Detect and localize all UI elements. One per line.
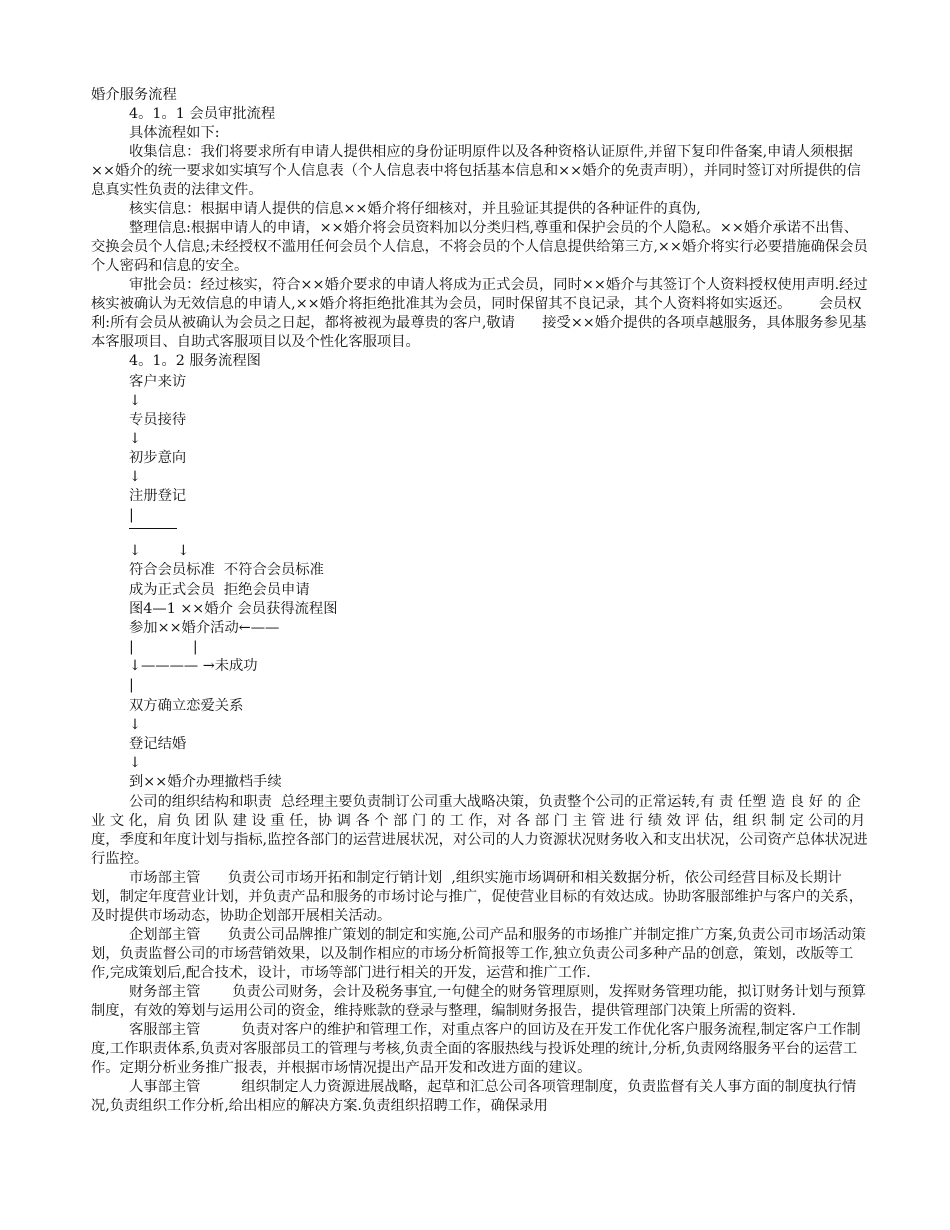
flow-arrow: ↓ (129, 469, 141, 485)
flow-arrow: ↓ (129, 717, 141, 733)
paragraph-service: 客服部主管 负责对客户的维护和管理工作，对重点客户的回访及在开发工作优化客户服务流程,制定客户工作制度,工作职责体系,负责对客服部员工的管理与考核,负责全面的客服热线与投诉处理的统计,分析,负责网络服务平台的运营工作。定期分析业务推广报表，并根据市场情况提出产品开发和改进方面的建议。 (91, 1022, 861, 1076)
figure-caption: 图4—1 ××婚介 会员获得流程图 (129, 601, 338, 617)
flow-step-cancel: 到××婚介办理撤档手续 (129, 774, 282, 790)
flow-step-intent: 初步意向 (129, 450, 187, 466)
flow-connectors: | | (129, 639, 198, 655)
paragraph-verify: 核实信息：根据申请人提供的信息××婚介将仔细核对，并且验证其提供的各种证件的真伪, (129, 201, 701, 217)
paragraph-finance: 财务部主管 负责公司财务，会计及税务事宜,一句健全的财务管理原则，发挥财务管理功能，拟订财务计划与预算制度，有效的筹划与运用公司的资金，维持账款的登录与整理，编制财务报告，提供管理部门决策上所需的资料. (91, 984, 866, 1019)
flow-result: 成为正式会员 拒绝会员申请 (129, 582, 310, 598)
section-heading-approval: 4。1。1 会员审批流程 (129, 106, 276, 122)
paragraph-planning: 企划部主管 负责公司品牌推广策划的制定和实施,公司产品和服务的市场推广并制定推广方案,负责公司市场活动策划，负责监督公司的市场营销效果，以及制作相应的市场分析简报等工作,独立负责公司多种产品的创意，策划，改版等工作,完成策划后,配合技术，设计，市场等部门进行相关的开发，运营和推广工作. (91, 927, 866, 981)
flow-connector: | (129, 677, 134, 693)
flow-step-fail: ↓———— →未成功 (129, 658, 258, 674)
paragraph-structure: 公司的组织结构和职责 总经理主要负责制订公司重大战略决策，负责整个公司的正常运转,有 责 任塑 造 良 好 的 企 业 文 化，肩 负 团 队 建 设 重 任，协 调 各 个 部 门 的 工 作，对 各 部 门 主 管 进 行 绩 效 评 估，组 织 制 定 公司的月度，季度和年度计划与指标,监控各部门的运营进展状况，对公司的人力资源状况财务收入和支出状况，公司资产总体状况进行监控。 (91, 794, 868, 867)
flow-step-visit: 客户来访 (129, 374, 187, 390)
flow-step-reception: 专员接待 (129, 412, 187, 428)
flow-arrow: ↓ (129, 755, 141, 771)
document-page (91, 86, 869, 1116)
paragraph-marketing: 市场部主管 负责公司市场开拓和制定行销计划 ,组织实施市场调研和相关数据分析，依公司经营目标及长期计划，制定年度营业计划，并负责产品和服务的市场讨论与推广，促使营业目标的有效达成。协助客服部维护与客户的关系，及时提供市场动态，协助企划部开展相关活动。 (91, 870, 864, 924)
membership-flowchart (91, 371, 869, 619)
flow-criteria: 符合会员标准 不符合会员标准 (129, 562, 324, 578)
flow-step-relation: 双方确立恋爱关系 (129, 698, 244, 714)
flow-step-marry: 登记结婚 (129, 736, 187, 752)
flow-connector: | (129, 507, 134, 523)
flow-branch-line (129, 528, 177, 529)
flow-arrow: ↓ (129, 393, 141, 409)
process-intro: 具体流程如下: (129, 125, 220, 141)
flow-step-register: 注册登记 (129, 488, 187, 504)
section-heading-service: 4。1。2 服务流程图 (129, 353, 261, 369)
flow-step-activity: 参加××婚介活动←—— (129, 620, 280, 636)
paragraph-approve: 审批会员：经过核实，符合××婚介要求的申请人将成为正式会员，同时××婚介与其签订个人资料授权使用声明.经过核实被确认为无效信息的申请人,××婚介将拒绝批准其为会员，同时保留其不良记录，其个人资料将如实返还。 会员权利:所有会员从被确认为会员之日起，都将被视为最尊贵的客户,敬请 接受××婚介提供的各项卓越服务，具体服务参见基本客服项目、自助式客服项目以及个性化客服项目。 (91, 277, 868, 350)
service-flowchart (91, 619, 869, 793)
paragraph-hr: 人事部主管 组织制定人力资源进展战略，起草和汇总公司各项管理制度，负责监督有关人事方面的制度执行情况,负责组织工作分析,给出相应的解决方案.负责组织招聘工作，确保录用 (91, 1079, 857, 1114)
paragraph-organize: 整理信息:根据申请人的申请，××婚介将会员资料加以分类归档,尊重和保护会员的个人隐私。××婚介承诺不出售、交换会员个人信息;未经授权不滥用任何会员个人信息，不将会员的个人信息提供给第三方,××婚介将实行必要措施确保会员个人密码和信息的安全。 (91, 220, 868, 274)
paragraph-collect: 收集信息：我们将要求所有申请人提供相应的身份证明原件以及各种资格认证原件,并留下复印件备案,申请人须根据××婚介的统一要求如实填写个人信息表（个人信息表中将包括基本信息和××婚介的免责声明），并同时签订对所提供的信息真实性负责的法律文件。 (91, 144, 861, 198)
flow-split-arrows: ↓ ↓ (129, 543, 190, 559)
doc-title: 婚介服务流程 (91, 87, 177, 103)
flow-arrow: ↓ (129, 431, 141, 447)
